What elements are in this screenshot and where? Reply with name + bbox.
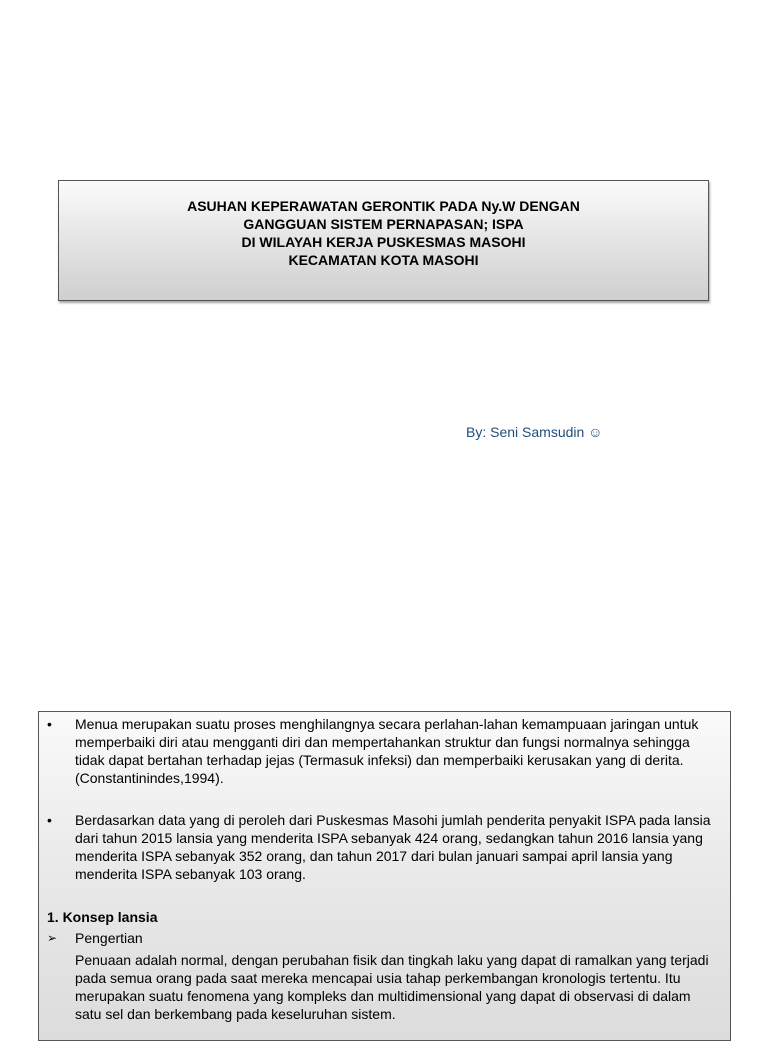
subheading-text: Pengertian bbox=[75, 930, 143, 946]
bullet-mark: • bbox=[47, 812, 52, 828]
author-credit: By: Seni Samsudin ☺ bbox=[466, 424, 603, 440]
title-text bbox=[59, 197, 708, 269]
definition-paragraph: Penuaan adalah normal, dengan perubahan fisik dan tingkah laku yang dapat di ramalkan yang terjadi pada semua orang pada saat mereka mencapai usia tahap perkembangan kronologis tertentu. Itu merupakan suatu fenomena yang kompleks dan multidimensional yang dapat di observasi di dalam satu sel dan berkembang pada keseluruhan sistem. bbox=[75, 952, 709, 1022]
bullet-item bbox=[47, 811, 717, 883]
content-slide-box bbox=[38, 711, 731, 1041]
title-slide-box bbox=[58, 180, 709, 301]
bullet-item bbox=[47, 715, 717, 787]
title-line-1: ASUHAN KEPERAWATAN GERONTIK PADA Ny.W DENGAN bbox=[187, 198, 580, 214]
bullet-text: Berdasarkan data yang di peroleh dari Puskesmas Masohi jumlah penderita penyakit ISPA pada lansia dari tahun 2015 lansia yang menderita ISPA sebanyak 424 orang, sedangkan tahun 2016 lansia yang menderita ISPA sebanyak 352 orang, dan tahun 2017 dari bulan januari sampai april lansia yang menderita ISPA sebanyak 103 orang. bbox=[75, 812, 711, 882]
subheading-item bbox=[47, 929, 717, 947]
arrow-bullet-icon: ➢ bbox=[47, 931, 58, 945]
title-line-3: DI WILAYAH KERJA PUSKESMAS MASOHI bbox=[241, 234, 526, 250]
title-line-4: KECAMATAN KOTA MASOHI bbox=[288, 252, 479, 268]
bullet-mark: • bbox=[47, 716, 52, 732]
title-line-2: GANGGUAN SISTEM PERNAPASAN; ISPA bbox=[243, 216, 524, 232]
section-heading: 1. Konsep lansia bbox=[47, 909, 158, 925]
bullet-text: Menua merupakan suatu proses menghilangnya secara perlahan-lahan kemampuaan jaringan untuk memperbaiki diri atau mengganti diri dan mempertahankan struktur dan fungsi normalnya sehingga tidak dapat bertahan terhadap jejas (Termasuk infeksi) dan memperbaiki kerusakan yang di derita. (Constantinindes,1994). bbox=[75, 716, 699, 786]
